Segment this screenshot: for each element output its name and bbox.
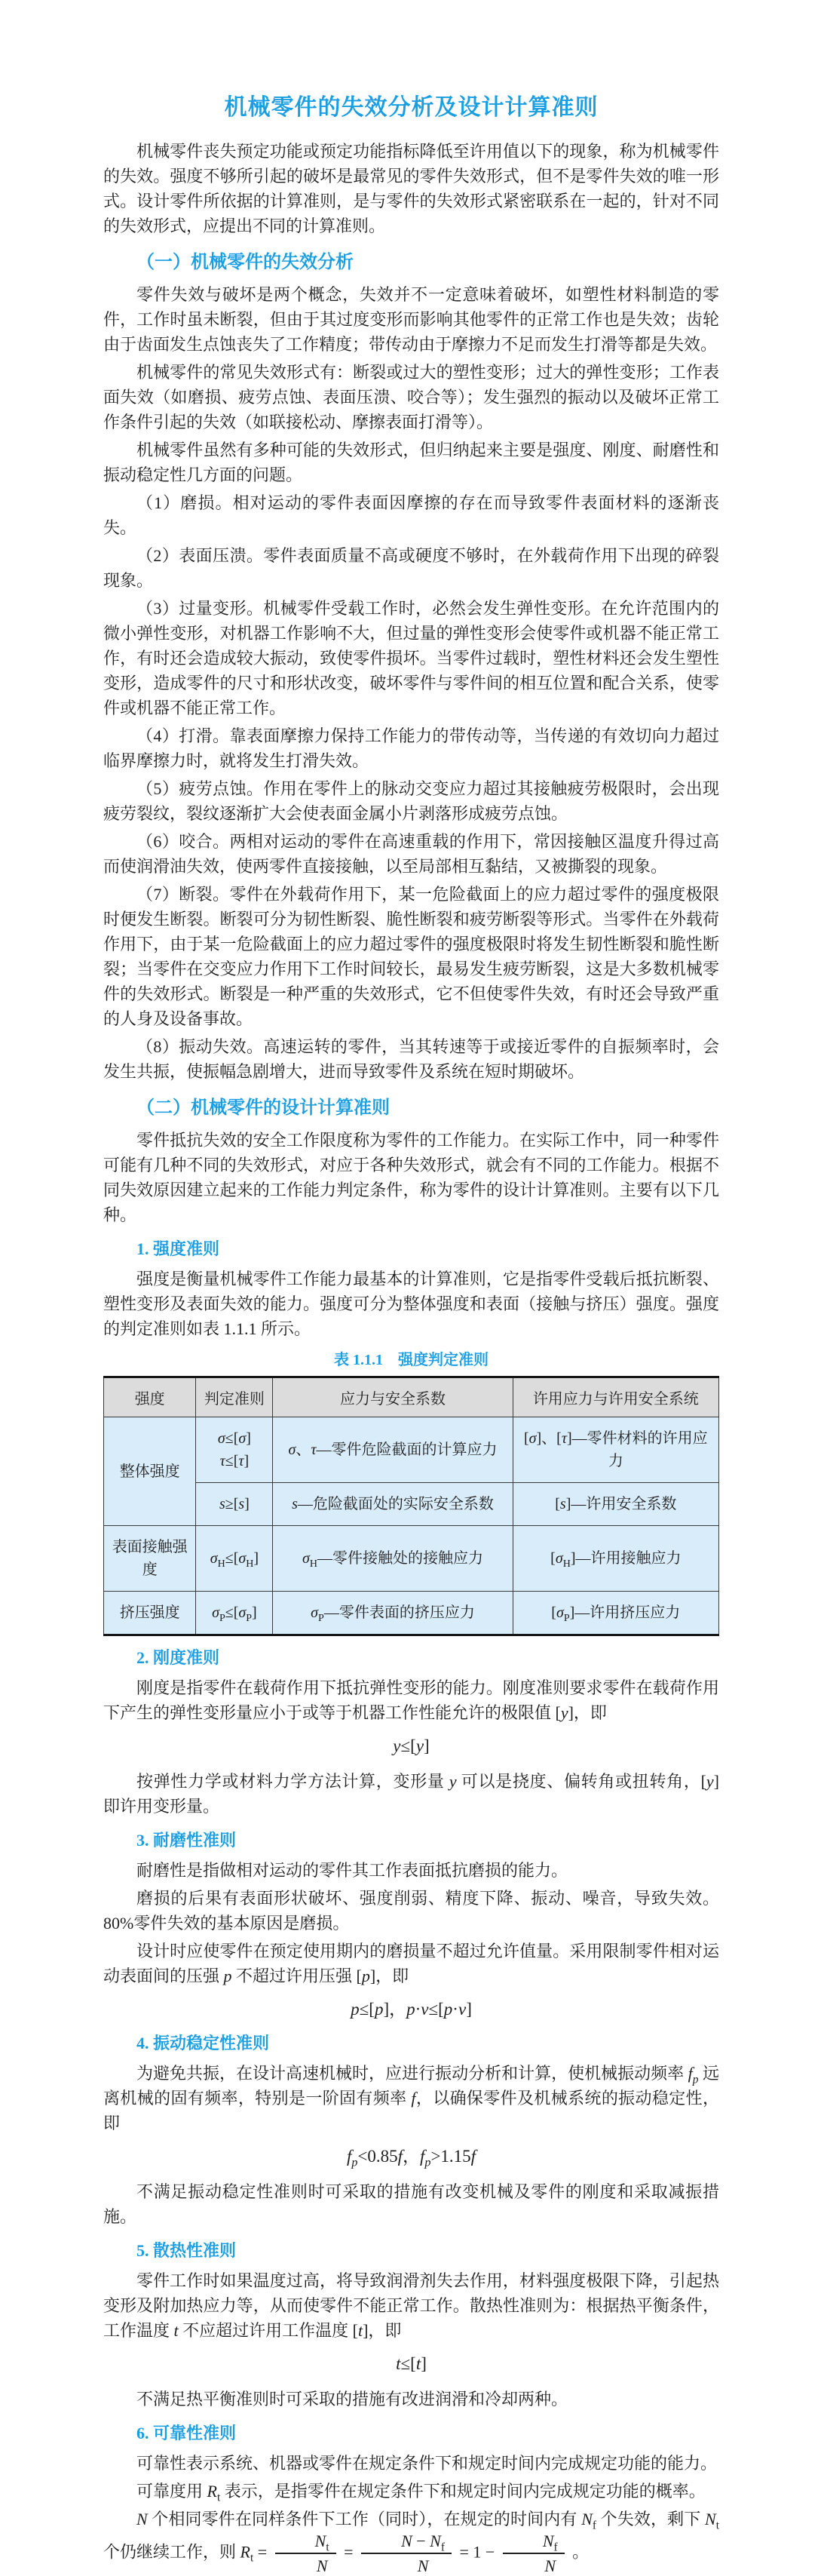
paragraph-strength: 强度是衡量机械零件工作能力最基本的计算准则，它是指零件受载后抵抗断裂、塑性变形及表面失效的能力。强度可分为整体强度和表面（接触与挤压）强度。强度的判定准则如表 1.1.1 所示。 <box>103 1270 719 1338</box>
criterion-6-heading: 6. 可靠性准则 <box>136 2424 237 2442</box>
paragraph-item-2-crushing: （2）表面压溃。零件表面质量不高或硬度不够时，在外载荷作用下出现的碎裂现象。 <box>103 546 719 590</box>
fraction: $\frac{N_f}{N}$ <box>503 2531 565 2576</box>
header-allowable: 许用应力与许用安全系统 <box>513 1377 718 1417</box>
table-header-row <box>104 1377 719 1417</box>
cell-stress: σ、τ—零件危险截面的计算应力 <box>273 1417 513 1483</box>
fraction: $\frac{N_t}{N}$ <box>275 2531 336 2576</box>
paragraph-design-criteria-intro: 零件抵抗失效的安全工作限度称为零件的工作能力。在实际工作中，同一种零件可能有几种不同的失效形式，对应于各种失效形式，就会有不同的工作能力。根据不同失效原因建立起来的工作能力判定条件，称为零件的设计计算准则。主要有以下几种。 <box>103 1131 719 1224</box>
cell-criterion: $\sigma_H\le[\sigma_H]$ <box>196 1526 273 1592</box>
wear-formula: p≤[p]，p·v≤[p·v] <box>351 2000 472 2019</box>
paragraph-reliability-rt: 可靠度用 $R_t$ 表示，是指零件在规定条件下和规定时间内完成规定功能的概率。 <box>136 2482 706 2504</box>
paragraph-vibration: 为避免共振，在设计高速机械时，应进行振动分析和计算，使机械振动频率 $f_p$ 远离机械的固有频率，特别是一阶固有频率 f，以确保零件及机械系统的振动稳定性，即 <box>103 2064 719 2132</box>
paragraph-stiffness: 刚度是指零件在载荷作用下抵抗弹性变形的能力。刚度准则要求零件在载荷作用下产生的弹性变形量应小于或等于机器工作性能允许的极限值 [y]，即 <box>103 1678 719 1722</box>
table-row <box>104 1526 719 1592</box>
paragraph-item-6-seizure: （6）咬合。两相对运动的零件在高速重载的作用下，常因接触区温度升得过高而使润滑油失效，使两零件直接接触，以至局部相互黏结，又被撕裂的现象。 <box>103 832 719 876</box>
criterion-5-heading: 5. 散热性准则 <box>136 2241 237 2260</box>
paragraph-stiffness-note: 按弹性力学或材料力学方法计算，变形量 y 可以是挠度、偏转角或扭转角，[y] 即许用变形量。 <box>103 1772 719 1816</box>
paragraph-heat: 零件工作时如果温度过高，将导致润滑剂失去作用，材料强度极限下降，引起热变形及附加热应力等，从而使零件不能正常工作。散热性准则为：根据热平衡条件，工作温度 t 不应超过许用工作温度 [t]，即 <box>103 2271 719 2340</box>
paragraph-failure-forms: 机械零件的常见失效形式有：断裂或过大的塑性变形；过大的弹性变形；工作表面失效（如磨损、疲劳点蚀、表面压溃、咬合等）；发生强烈的振动以及破坏正常工作条件引起的失效（如联接松动、摩擦表面打滑等）。 <box>103 363 719 431</box>
heat-formula: t≤[t] <box>396 2354 427 2373</box>
cell-criterion: s≥[s] <box>196 1483 273 1526</box>
cell-criterion: $\sigma_P\le[\sigma_P]$ <box>196 1592 273 1635</box>
cell-allowable: $[\sigma_P]—$许用挤压应力 <box>513 1592 718 1635</box>
paragraph-reliability-definition: 可靠性表示系统、机器或零件在规定条件下和规定时间内完成规定功能的能力。 <box>136 2454 718 2473</box>
cell-stress: $\sigma_H—$零件接触处的接触应力 <box>273 1526 513 1592</box>
criterion-1-heading: 1. 强度准则 <box>136 1239 220 1258</box>
table-row <box>104 1592 719 1635</box>
fraction: $\frac{N - N_f}{N}$ <box>361 2531 452 2576</box>
paragraph-item-4-slipping: （4）打滑。靠表面摩擦力保持工作能力的带传动等，当传递的有效切向力超过临界摩擦力时，就将发生打滑失效。 <box>103 726 719 770</box>
paragraph-vibration-measures: 不满足振动稳定性准则时可采取的措施有改变机械及零件的刚度和采取减振措施。 <box>103 2182 719 2226</box>
table-row <box>104 1483 719 1526</box>
header-stress: 应力与安全系数 <box>273 1377 513 1417</box>
cell-allowable: $[\sigma_H]—$许用接触应力 <box>513 1526 718 1592</box>
table-row <box>104 1417 719 1483</box>
criterion-4-heading: 4. 振动稳定性准则 <box>136 2034 270 2053</box>
cell-allowable: [σ]、[τ]—零件材料的许用应力 <box>513 1417 718 1483</box>
paragraph-wear-definition: 耐磨性是指做相对运动的零件其工作表面抵抗磨损的能力。 <box>136 1861 568 1880</box>
paragraph-heat-measures: 不满足热平衡准则时可采取的措施有改进润滑和冷却两种。 <box>136 2390 568 2409</box>
cell-strength-type: 挤压强度 <box>104 1592 196 1635</box>
header-strength: 强度 <box>104 1377 196 1417</box>
criterion-3-heading: 3. 耐磨性准则 <box>136 1831 237 1850</box>
section-2-heading: （二）机械零件的设计计算准则 <box>136 1098 390 1118</box>
criterion-2-heading: 2. 刚度准则 <box>136 1648 220 1667</box>
header-criterion: 判定准则 <box>196 1377 273 1417</box>
page-title: 机械零件的失效分析及设计计算准则 <box>224 95 599 120</box>
vibration-formula: $f_p<0.85f$，$f_p>1.15f$ <box>346 2147 476 2169</box>
paragraph-item-8-vibration: （8）振动失效。高速运转的零件，当其转速等于或接近零件的自振频率时，会发生共振，使振幅急剧增大，进而导致零件及系统在短时期破坏。 <box>103 1037 719 1081</box>
paragraph-wear-consequence: 磨损的后果有表面形状破坏、强度削弱、精度下降、振动、噪音，导致失效。80%零件失效的基本原因是磨损。 <box>103 1889 719 1933</box>
table-caption: 表 1.1.1 强度判定准则 <box>334 1352 489 1368</box>
cell-criterion: σ≤[σ] τ≤[τ] <box>196 1417 273 1483</box>
stiffness-formula: y≤[y] <box>393 1736 430 1755</box>
cell-strength-type: 整体强度 <box>104 1417 196 1526</box>
paragraph-item-3-deformation: （3）过量变形。机械零件受载工作时，必然会发生弹性变形。在允许范围内的微小弹性变形，对机器工作影响不大，但过量的弹性变形会使零件或机器不能正常工作，有时还会造成较大振动，致使零件损坏。当零件过载时，塑性材料还会发生塑性变形，造成零件的尺寸和形状改变，破坏零件与零件间的相互位置和配合关系，使零件或机器不能正常工作。 <box>103 599 719 717</box>
section-1-heading: （一）机械零件的失效分析 <box>136 253 354 272</box>
cell-stress: $\sigma_P—$零件表面的挤压应力 <box>273 1592 513 1635</box>
paragraph-reliability-formula: N 个相同零件在同样条件下工作（同时），在规定的时间内有 $N_f$ 个失效，剩下 $N_t$ 个仍继续工作，则 $R_t$ = $\frac{N_t}{N}$ = $\frac{N - N_f}{N}$ = 1 − $\frac{N_f}{N}$ 。 <box>103 2510 719 2576</box>
paragraph-item-5-pitting: （5）疲劳点蚀。作用在零件上的脉动交变应力超过其接触疲劳极限时，会出现疲劳裂纹，裂纹逐渐扩大会使表面金属小片剥落形成疲劳点蚀。 <box>103 779 719 823</box>
paragraph-wear-design: 设计时应使零件在预定使用期内的磨损量不超过允许值量。采用限制零件相对运动表面间的压强 p 不超过许用压强 [p]，即 <box>103 1942 719 1985</box>
intro-paragraph: 机械零件丧失预定功能或预定功能指标降低至许用值以下的现象，称为机械零件的失效。强度不够所引起的破坏是最常见的零件失效形式，但不是零件失效的唯一形式。设计零件所依据的计算准则，是与零件的失效形式紧密联系在一起的，针对不同的失效形式，应提出不同的计算准则。 <box>103 142 719 235</box>
paragraph-item-7-fracture: （7）断裂。零件在外载荷作用下，某一危险截面上的应力超过零件的强度极限时便发生断裂。断裂可分为韧性断裂、脆性断裂和疲劳断裂等形式。当零件在外载荷作用下，由于某一危险截面上的应力超过零件的强度极限时将发生韧性断裂和脆性断裂；当零件在交变应力作用下工作时间较长，最易发生疲劳断裂，这是大多数机械零件的失效形式。断裂是一种严重的失效形式，它不但使零件失效，有时还会导致严重的人身及设备事故。 <box>103 885 719 1028</box>
cell-strength-type: 表面接触强度 <box>104 1526 196 1592</box>
paragraph-failure-concept: 零件失效与破坏是两个概念，失效并不一定意味着破坏，如塑性材料制造的零件，工作时虽未断裂，但由于其过度变形而影响其他零件的正常工作也是失效；齿轮由于齿面发生点蚀丧失了工作精度；带传动由于摩擦力不足而发生打滑等都是失效。 <box>103 285 719 354</box>
strength-criteria-table <box>103 1376 719 1636</box>
paragraph-item-1-wear: （1）磨损。相对运动的零件表面因摩擦的存在而导致零件表面材料的逐渐丧失。 <box>103 493 719 537</box>
cell-stress: s—危险截面处的实际安全系数 <box>273 1483 513 1526</box>
cell-allowable: [s]—许用安全系数 <box>513 1483 718 1526</box>
paragraph-failure-summary: 机械零件虽然有多种可能的失效形式，但归纳起来主要是强度、刚度、耐磨性和振动稳定性几方面的问题。 <box>103 441 719 484</box>
